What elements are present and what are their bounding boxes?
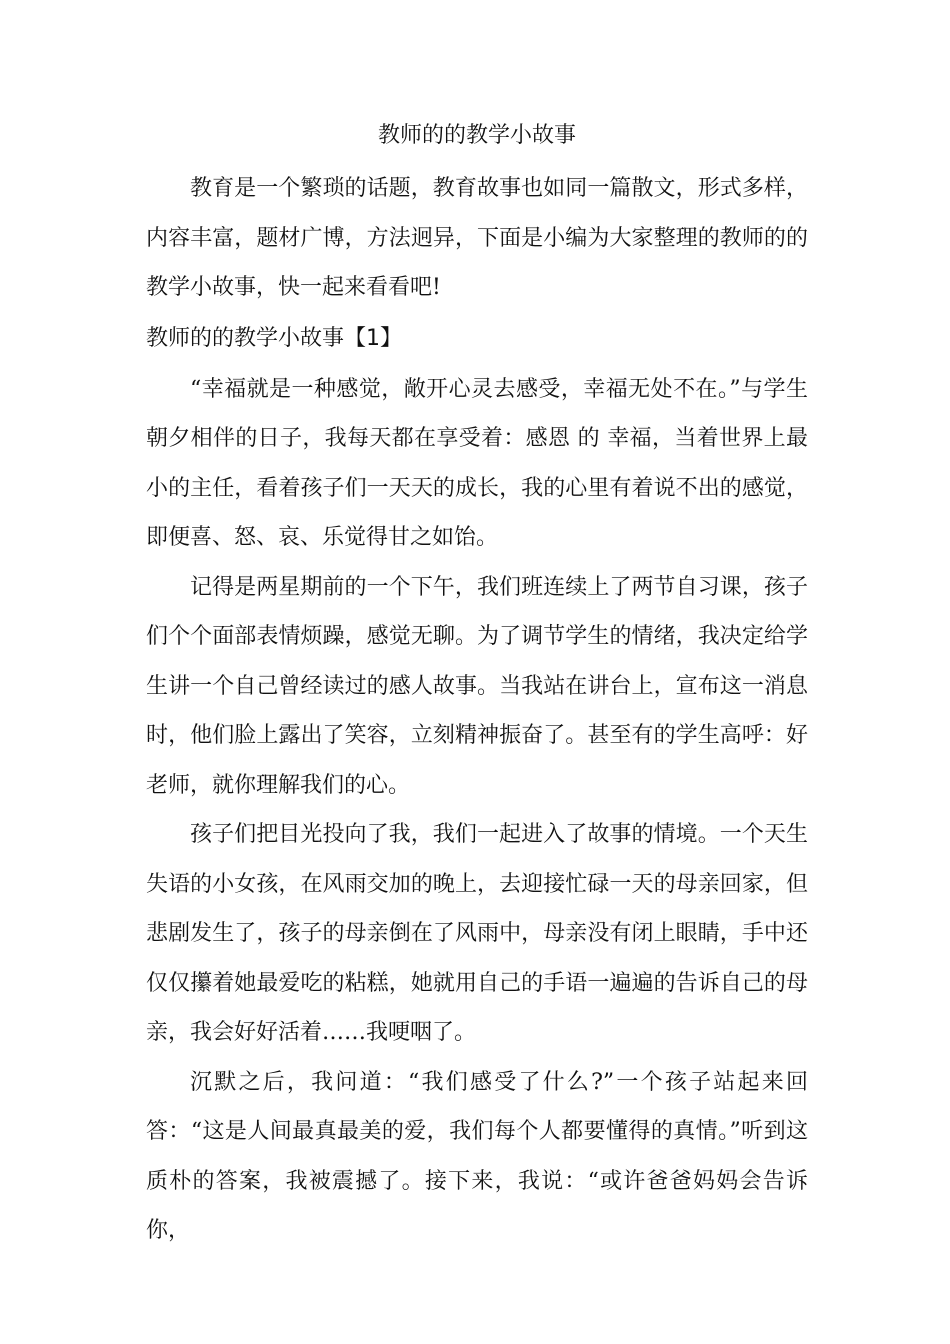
section-heading-text: 教师的的教学小故事	[146, 325, 345, 351]
body-paragraph-1: “幸福就是一种感觉，敞开心灵去感受，幸福无处不在。”与学生朝夕相伴的日子，我每天都在享受着：感恩 的 幸福，当着世界上最小的主任，看着孩子们一天天的成长，我的心里有着说不出的感觉，即便喜、怒、哀、乐觉得甘之如饴。	[146, 376, 808, 550]
body-paragraph-4: 沉默之后，我问道：“我们感受了什么?”一个孩子站起来回答：“这是人间最真最美的爱，我们每个人都要懂得的真情。”听到这质朴的答案，我被震撼了。接下来，我说：“或许爸爸妈妈会告诉你，	[146, 1069, 808, 1243]
document-body	[146, 108, 808, 1256]
section-heading	[146, 313, 808, 365]
intro-paragraph: 教育是一个繁琐的话题，教育故事也如同一篇散文，形式多样，内容丰富，题材广博，方法迥异，下面是小编为大家整理的教师的的教学小故事，快一起来看看吧!	[146, 176, 808, 300]
body-paragraph-2: 记得是两星期前的一个下午，我们班连续上了两节自习课，孩子们个个面部表情烦躁，感觉无聊。为了调节学生的情绪，我决定给学生讲一个自己曾经读过的感人故事。当我站在讲台上，宣布这一消息时，他们脸上露出了笑容，立刻精神振奋了。甚至有的学生高呼：好老师，就你理解我们的心。	[146, 574, 808, 798]
document-title: 教师的的教学小故事	[377, 123, 576, 148]
body-paragraph-3: 孩子们把目光投向了我，我们一起进入了故事的情境。一个天生失语的小女孩，在风雨交加的晚上，去迎接忙碌一天的母亲回家，但悲剧发生了，孩子的母亲倒在了风雨中，母亲没有闭上眼睛，手中还仅仅攥着她最爱吃的粘糕，她就用自己的手语一遍遍的告诉自己的母亲，我会好好活着……我哽咽了。	[146, 822, 808, 1045]
section-heading-number: 【1】	[344, 325, 403, 351]
